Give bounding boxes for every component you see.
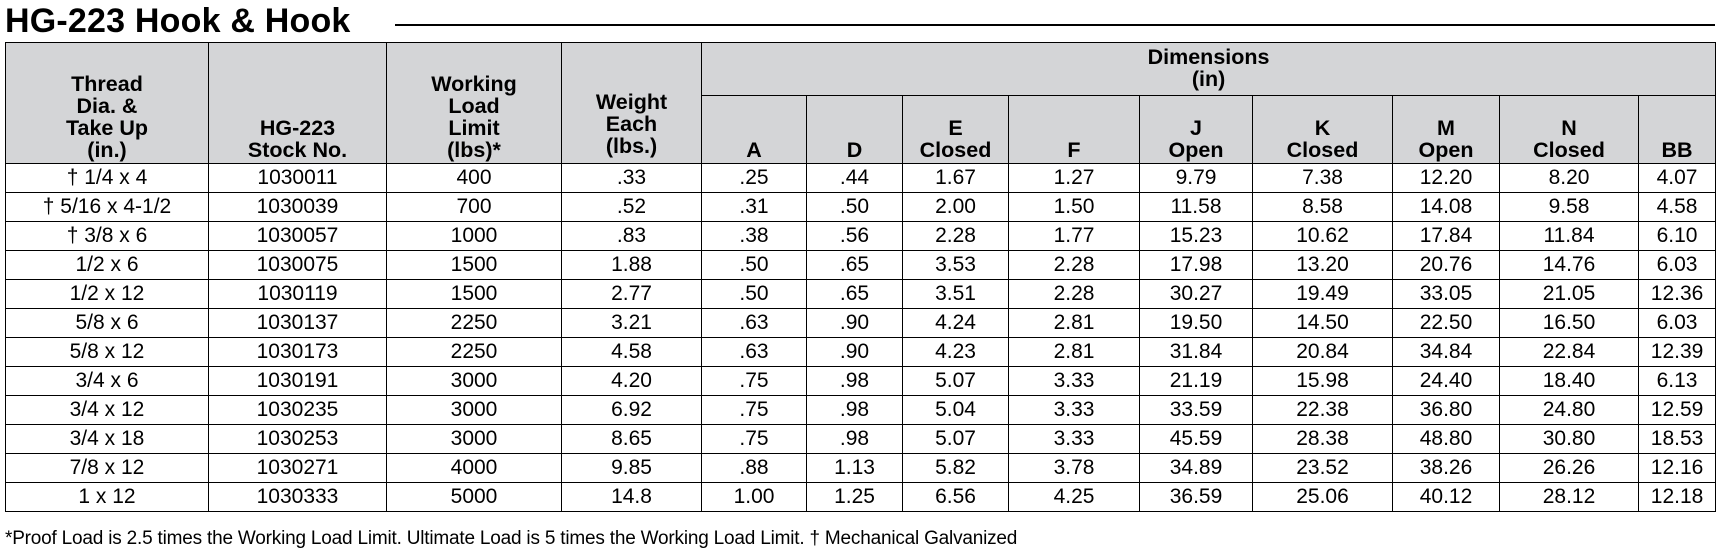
table-cell: 14.50: [1253, 309, 1393, 338]
table-cell: 18.53: [1639, 425, 1716, 454]
table-cell: 20.76: [1393, 251, 1500, 280]
header-dim-sublabel: Closed: [919, 138, 992, 162]
table-cell: 2.81: [1009, 338, 1140, 367]
table-cell: 23.52: [1253, 454, 1393, 483]
header-dimensions: [702, 43, 1716, 96]
table-cell: .31: [702, 193, 807, 222]
table-cell: 3000: [387, 367, 562, 396]
table-cell: 1500: [387, 251, 562, 280]
table-cell: 1.13: [807, 454, 903, 483]
table-cell: 6.03: [1639, 251, 1716, 280]
table-cell: † 3/8 x 6: [6, 222, 209, 251]
header-dim-d: [807, 96, 903, 164]
table-row: [6, 193, 1716, 222]
table-cell: 31.84: [1140, 338, 1253, 367]
table-cell: 19.50: [1140, 309, 1253, 338]
table-cell: 1030271: [209, 454, 387, 483]
table-cell: 4.25: [1009, 483, 1140, 512]
title-bar: [5, 0, 1715, 42]
table-cell: .98: [807, 425, 903, 454]
table-cell: 8.20: [1500, 164, 1639, 193]
table-cell: 1030137: [209, 309, 387, 338]
table-cell: .88: [702, 454, 807, 483]
table-cell: 2.28: [903, 222, 1009, 251]
header-dim-sublabel: Closed: [1286, 138, 1359, 162]
table-cell: 25.06: [1253, 483, 1393, 512]
table-cell: 28.12: [1500, 483, 1639, 512]
table-cell: .65: [807, 251, 903, 280]
table-cell: 12.36: [1639, 280, 1716, 309]
header-thread-line: (in.): [87, 138, 127, 162]
table-cell: .75: [702, 425, 807, 454]
table-cell: 2250: [387, 309, 562, 338]
title-rule: [395, 24, 1715, 26]
header-weight: [562, 43, 702, 164]
table-cell: 8.65: [562, 425, 702, 454]
table-cell: .90: [807, 338, 903, 367]
table-cell: 3.53: [903, 251, 1009, 280]
page-title: HG-223 Hook & Hook: [5, 2, 351, 40]
header-wll-line: Working: [431, 72, 517, 96]
table-cell: 8.58: [1253, 193, 1393, 222]
table-cell: 3.78: [1009, 454, 1140, 483]
table-cell: 1.88: [562, 251, 702, 280]
table-cell: .98: [807, 367, 903, 396]
table-cell: .83: [562, 222, 702, 251]
table-cell: 22.84: [1500, 338, 1639, 367]
header-row: [6, 43, 1716, 96]
table-cell: .65: [807, 280, 903, 309]
table-cell: 11.58: [1140, 193, 1253, 222]
table-cell: 18.40: [1500, 367, 1639, 396]
table-cell: 7.38: [1253, 164, 1393, 193]
header-dim-a: [702, 96, 807, 164]
table-cell: 38.26: [1393, 454, 1500, 483]
table-cell: 1030119: [209, 280, 387, 309]
table-cell: .75: [702, 367, 807, 396]
table-cell: .63: [702, 309, 807, 338]
table-cell: 4.20: [562, 367, 702, 396]
table-row: [6, 367, 1716, 396]
table-cell: 24.40: [1393, 367, 1500, 396]
table-cell: 6.13: [1639, 367, 1716, 396]
header-wll-line: (lbs)*: [447, 138, 501, 162]
table-cell: 2.00: [903, 193, 1009, 222]
table-cell: 1500: [387, 280, 562, 309]
table-cell: 5.07: [903, 367, 1009, 396]
table-cell: 1.25: [807, 483, 903, 512]
table-cell: 15.23: [1140, 222, 1253, 251]
table-row: [6, 454, 1716, 483]
table-cell: .50: [807, 193, 903, 222]
table-cell: .44: [807, 164, 903, 193]
table-cell: 4.07: [1639, 164, 1716, 193]
header-dim-label: E: [948, 116, 963, 140]
table-cell: .33: [562, 164, 702, 193]
header-dim-label: N: [1561, 116, 1577, 140]
table-row: [6, 222, 1716, 251]
header-stock-line: Stock No.: [247, 138, 348, 162]
table-cell: 1030039: [209, 193, 387, 222]
table-cell: 1030253: [209, 425, 387, 454]
header-dim-label: BB: [1661, 138, 1693, 162]
header-stock: [209, 43, 387, 164]
table-cell: .38: [702, 222, 807, 251]
table-cell: 19.49: [1253, 280, 1393, 309]
header-dim-label: K: [1314, 116, 1331, 140]
table-cell: 6.10: [1639, 222, 1716, 251]
table-row: [6, 483, 1716, 512]
table-cell: 4.24: [903, 309, 1009, 338]
header-dim-bb: [1639, 96, 1716, 164]
table-cell: 3.33: [1009, 367, 1140, 396]
table-cell: 36.59: [1140, 483, 1253, 512]
table-cell: 1030235: [209, 396, 387, 425]
table-cell: .56: [807, 222, 903, 251]
table-cell: 14.8: [562, 483, 702, 512]
table-cell: 5.04: [903, 396, 1009, 425]
table-cell: 1030333: [209, 483, 387, 512]
table-cell: 36.80: [1393, 396, 1500, 425]
table-cell: 33.59: [1140, 396, 1253, 425]
table-cell: 4.58: [562, 338, 702, 367]
table-cell: 4000: [387, 454, 562, 483]
table-cell: 2.81: [1009, 309, 1140, 338]
header-dim-sublabel: Open: [1168, 138, 1224, 162]
table-cell: 700: [387, 193, 562, 222]
table-cell: 5/8 x 12: [6, 338, 209, 367]
table-cell: 1.50: [1009, 193, 1140, 222]
table-cell: 2.28: [1009, 251, 1140, 280]
table-cell: 12.59: [1639, 396, 1716, 425]
header-dim-m: [1393, 96, 1500, 164]
table-cell: 15.98: [1253, 367, 1393, 396]
header-weight-line: (lbs.): [605, 134, 658, 158]
table-cell: 14.08: [1393, 193, 1500, 222]
table-row: [6, 338, 1716, 367]
table-cell: 45.59: [1140, 425, 1253, 454]
table-cell: .50: [702, 280, 807, 309]
table-cell: .52: [562, 193, 702, 222]
table-cell: 34.84: [1393, 338, 1500, 367]
table-cell: 1.67: [903, 164, 1009, 193]
table-cell: 13.20: [1253, 251, 1393, 280]
table-cell: 28.38: [1253, 425, 1393, 454]
table-row: [6, 280, 1716, 309]
table-cell: 4.58: [1639, 193, 1716, 222]
header-weight-line: Weight: [595, 90, 668, 114]
table-body: [6, 164, 1716, 512]
table-cell: 3.33: [1009, 425, 1140, 454]
header-dim-label: J: [1190, 116, 1202, 140]
header-thread-line: Take Up: [65, 116, 149, 140]
table-cell: 10.62: [1253, 222, 1393, 251]
table-cell: 40.12: [1393, 483, 1500, 512]
table-cell: 2.77: [562, 280, 702, 309]
table-cell: 30.80: [1500, 425, 1639, 454]
table-cell: 2250: [387, 338, 562, 367]
table-cell: 7/8 x 12: [6, 454, 209, 483]
table-cell: 22.38: [1253, 396, 1393, 425]
header-dim-label: F: [1067, 138, 1081, 162]
table-row: [6, 164, 1716, 193]
table-cell: 48.80: [1393, 425, 1500, 454]
table-cell: † 1/4 x 4: [6, 164, 209, 193]
table-cell: 12.39: [1639, 338, 1716, 367]
header-dim-label: M: [1437, 116, 1455, 140]
table-cell: .98: [807, 396, 903, 425]
table-cell: 1.00: [702, 483, 807, 512]
table-cell: 3/4 x 18: [6, 425, 209, 454]
header-thread-line: Dia. &: [76, 94, 138, 118]
header-stock-line: HG-223: [259, 116, 336, 140]
table-cell: 21.19: [1140, 367, 1253, 396]
table-cell: 5.07: [903, 425, 1009, 454]
table-cell: .50: [702, 251, 807, 280]
table-cell: 9.85: [562, 454, 702, 483]
header-thread-line: Thread: [71, 72, 143, 96]
table-cell: 4.23: [903, 338, 1009, 367]
header-wll-line: Limit: [448, 116, 500, 140]
table-cell: 14.76: [1500, 251, 1639, 280]
table-cell: 1 x 12: [6, 483, 209, 512]
table-cell: 3.21: [562, 309, 702, 338]
table-cell: 22.50: [1393, 309, 1500, 338]
header-weight-line: Each: [605, 112, 658, 136]
table-cell: 3.33: [1009, 396, 1140, 425]
table-cell: 3000: [387, 425, 562, 454]
table-cell: 12.18: [1639, 483, 1716, 512]
table-cell: 3/4 x 12: [6, 396, 209, 425]
header-dim-e: [903, 96, 1009, 164]
table-cell: 3/4 x 6: [6, 367, 209, 396]
table-cell: 5.82: [903, 454, 1009, 483]
header-wll: [387, 43, 562, 164]
table-cell: .90: [807, 309, 903, 338]
table-cell: 1030011: [209, 164, 387, 193]
header-dimensions-line: (in): [1191, 67, 1226, 91]
header-thread: [6, 43, 209, 164]
footnote: *Proof Load is 2.5 times the Working Load Limit. Ultimate Load is 5 times the Working Load Limit. † Mechanical Galvanized: [5, 528, 1018, 549]
table-cell: .63: [702, 338, 807, 367]
table-cell: 1030191: [209, 367, 387, 396]
spec-table: [5, 42, 1716, 512]
table-cell: 1/2 x 6: [6, 251, 209, 280]
header-dim-sublabel: Open: [1418, 138, 1474, 162]
table-cell: 9.79: [1140, 164, 1253, 193]
table-cell: 26.26: [1500, 454, 1639, 483]
table-row: [6, 251, 1716, 280]
table-row: [6, 425, 1716, 454]
table-cell: 6.03: [1639, 309, 1716, 338]
header-dim-label: A: [746, 138, 762, 162]
header-dim-f: [1009, 96, 1140, 164]
table-cell: 400: [387, 164, 562, 193]
table-cell: † 5/16 x 4-1/2: [6, 193, 209, 222]
table-cell: 20.84: [1253, 338, 1393, 367]
header-wll-line: Load: [448, 94, 500, 118]
table-row: [6, 396, 1716, 425]
table-cell: 1.27: [1009, 164, 1140, 193]
table-cell: 1000: [387, 222, 562, 251]
table-cell: .25: [702, 164, 807, 193]
table-cell: 11.84: [1500, 222, 1639, 251]
table-cell: 17.84: [1393, 222, 1500, 251]
table-cell: 6.92: [562, 396, 702, 425]
table-cell: 34.89: [1140, 454, 1253, 483]
table-cell: 1/2 x 12: [6, 280, 209, 309]
table-cell: 3000: [387, 396, 562, 425]
table-cell: 1030075: [209, 251, 387, 280]
table-cell: 3.51: [903, 280, 1009, 309]
table-cell: 1030057: [209, 222, 387, 251]
table-cell: 5000: [387, 483, 562, 512]
table-cell: .75: [702, 396, 807, 425]
header-dim-j: [1140, 96, 1253, 164]
header-dim-sublabel: Closed: [1533, 138, 1605, 162]
table-row: [6, 309, 1716, 338]
table-cell: 12.16: [1639, 454, 1716, 483]
table-cell: 21.05: [1500, 280, 1639, 309]
table-cell: 24.80: [1500, 396, 1639, 425]
table-cell: 16.50: [1500, 309, 1639, 338]
table-cell: 33.05: [1393, 280, 1500, 309]
table-cell: 2.28: [1009, 280, 1140, 309]
header-dimensions-line: Dimensions: [1147, 45, 1270, 69]
table-cell: 5/8 x 6: [6, 309, 209, 338]
table-cell: 9.58: [1500, 193, 1639, 222]
table-cell: 1030173: [209, 338, 387, 367]
table-cell: 30.27: [1140, 280, 1253, 309]
table-cell: 6.56: [903, 483, 1009, 512]
table-cell: 12.20: [1393, 164, 1500, 193]
header-dim-n: [1500, 96, 1639, 164]
header-dim-label: D: [846, 138, 863, 162]
header-dim-k: [1253, 96, 1393, 164]
table-cell: 17.98: [1140, 251, 1253, 280]
table-cell: 1.77: [1009, 222, 1140, 251]
